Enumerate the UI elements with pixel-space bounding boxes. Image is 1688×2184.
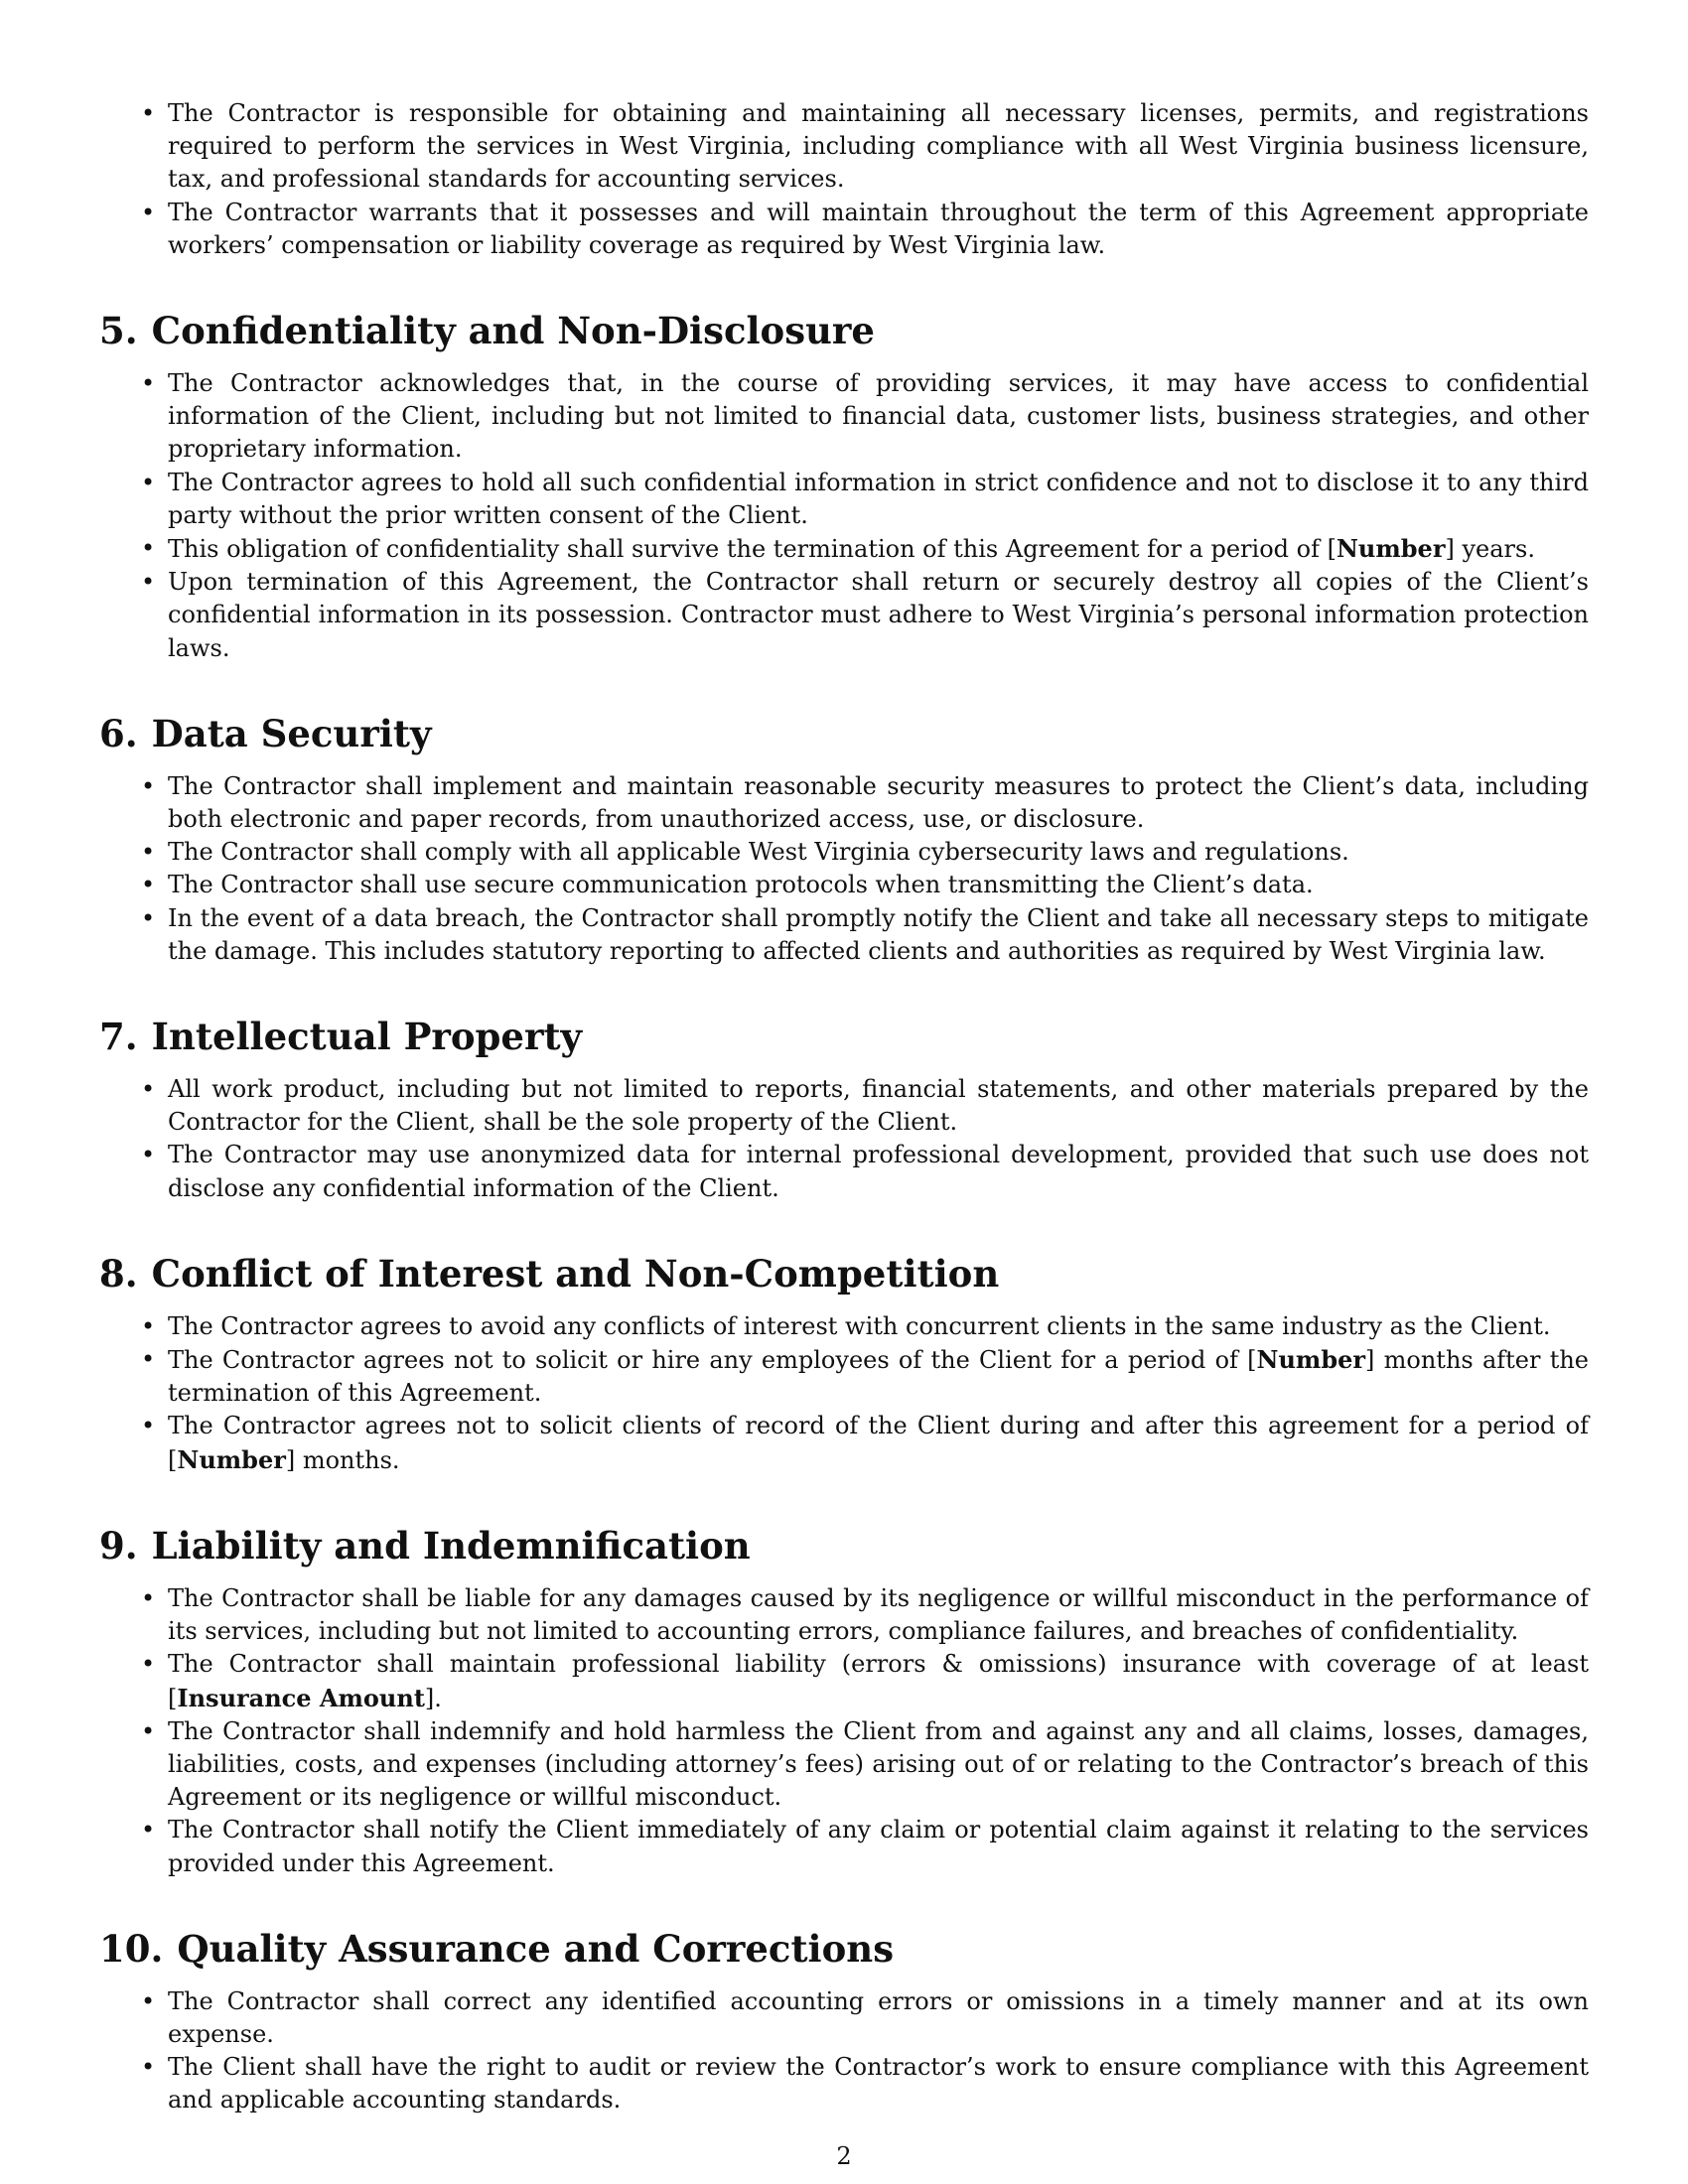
bullet-icon: • [141,903,156,932]
list-item-text: The Contractor shall correct any identified accounting errors or omissions in a timely manner and at its own expense. [168,1986,1589,2048]
section-title: Confidentiality and Non-Disclosure [151,309,875,353]
bullet-icon: • [141,871,156,899]
bullet-icon: • [141,771,156,800]
list-item-text: ] months after the termination of this Agreement. [168,1346,1589,1408]
bullet-icon: • [141,369,156,398]
list-item-text: The Contractor agrees not to solicit or hire any employees of the Client for a period of [ [168,1346,1257,1375]
list-item-text: This obligation of confidentiality shall survive the termination of this Agreement for a period of [ [168,535,1336,564]
section-heading [99,712,1589,755]
section-number: 8. [99,1251,138,1296]
list-item [99,1814,1589,1879]
list-item [99,467,1589,532]
placeholder-text: Number [177,1444,286,1474]
intro-bullet-list [99,97,1589,262]
bullet-icon: • [141,1716,156,1745]
list-item [99,566,1589,665]
bullet-icon: • [141,1583,156,1612]
section-title: Data Security [151,711,432,755]
bullet-icon: • [141,1650,156,1679]
sections-container [99,309,1589,2117]
list-item [99,367,1589,467]
list-item-text: All work product, including but not limited to reports, financial statements, and other materials prepared by the Contractor for the Client, shall be the sole property of the Client. [168,1075,1589,1137]
list-item-text: The Contractor may use anonymized data for internal professional development, provided that such use does not disclose any confidential information of the Client. [168,1141,1589,1202]
list-item-text: The Contractor shall implement and maintain reasonable security measures to protect the Client’s data, including both electronic and paper records, from unauthorized access, use, or disclosure. [168,771,1589,834]
section-title: Intellectual Property [151,1015,583,1059]
section-bullet-list [99,770,1589,968]
list-item [99,1073,1589,1139]
list-item-text: The Contractor shall maintain professional liability (errors & omissions) insurance with coverage of at least [ [168,1650,1589,1712]
section-number: 7. [99,1015,138,1059]
bullet-icon: • [141,1075,156,1104]
placeholder-text: Insurance Amount [177,1683,425,1712]
list-item-text: The Contractor acknowledges that, in the course of providing services, it may have access to confidential information of the Client, including but not limited to financial data, customer lists, business strategies, and other proprietary information. [168,369,1589,464]
list-item [99,1582,1589,1648]
section-bullet-list [99,1985,1589,2117]
bullet-icon: • [141,1311,156,1340]
list-item [99,869,1589,901]
bullet-icon: • [141,568,156,597]
bullet-icon: • [141,1141,156,1169]
list-item [99,770,1589,836]
placeholder-text: Number [1256,1345,1366,1375]
list-item [99,1985,1589,2051]
list-item-text: ]. [424,1684,442,1712]
section-bullet-list [99,367,1589,665]
section-number: 6. [99,711,138,755]
section-heading [99,1252,1589,1296]
bullet-icon: • [141,99,156,127]
list-item-text: In the event of a data breach, the Contractor shall promptly notify the Client and take all necessary steps to mitigate the damage. This includes statutory reporting to affected clients and authorities as required by West Virginia law. [168,903,1589,965]
bullet-icon: • [141,2053,156,2082]
list-item [99,1310,1589,1343]
page-number: 2 [836,2142,852,2170]
section-number: 10. [99,1926,164,1971]
bullet-icon: • [141,534,156,563]
list-item-text: The Contractor warrants that it possesses and will maintain throughout the term of this Agreement appropriate workers’ compensation or liability coverage as required by West Virginia law. [168,198,1589,259]
list-item-text: The Contractor shall notify the Client immediately of any claim or potential claim against it relating to the services provided under this Agreement. [168,1816,1589,1877]
list-item-text: The Contractor shall indemnify and hold harmless the Client from and against any and all claims, losses, damages, liabilities, costs, and expenses (including attorney’s fees) arising out of or relating to the Contractor’s breach of this Agreement or its negligence or willful misconduct. [168,1716,1589,1812]
bullet-icon: • [141,1412,156,1440]
list-item-text: The Client shall have the right to audit or review the Contractor’s work to ensure compliance with this Agreement and applicable accounting standards. [168,2053,1589,2115]
list-item [99,902,1589,968]
list-item-text: The Contractor shall be liable for any damages caused by its negligence or willful misconduct in the performance of its services, including but not limited to accounting errors, compliance failures, and breaches of confidentiality. [168,1583,1589,1646]
list-item-text: The Contractor agrees not to solicit clients of record of the Client during and after this agreement for a period of [ [168,1412,1589,1474]
list-item-text: The Contractor agrees to hold all such confidential information in strict confidence and not to disclose it to any third party without the prior written consent of the Client. [168,468,1589,529]
section-bullet-list [99,1582,1589,1880]
list-item-text: The Contractor agrees to avoid any conflicts of interest with concurrent clients in the same industry as the Client. [168,1311,1551,1340]
section-heading [99,1524,1589,1568]
list-item [99,97,1589,197]
bullet-icon: • [141,1816,156,1844]
section-number: 5. [99,309,138,353]
section-title: Conflict of Interest and Non-Competition [151,1251,1000,1296]
bullet-icon: • [141,1345,156,1374]
list-item-text: The Contractor shall comply with all applicable West Virginia cybersecurity laws and regulations. [168,838,1349,867]
list-item [99,1343,1589,1410]
section-number: 9. [99,1523,138,1568]
page-content [99,97,1589,2117]
list-item-text: ] years. [1445,535,1535,564]
list-item [99,1648,1589,1714]
placeholder-text: Number [1336,534,1446,564]
bullet-icon: • [141,468,156,496]
bullet-icon: • [141,1986,156,2015]
list-item [99,1139,1589,1204]
list-item [99,2051,1589,2116]
section-bullet-list [99,1310,1589,1477]
section-heading [99,309,1589,352]
list-item [99,532,1589,566]
list-item [99,1715,1589,1815]
list-item [99,836,1589,869]
list-item-text: The Contractor shall use secure communication protocols when transmitting the Client’s data. [168,871,1314,899]
section-bullet-list [99,1073,1589,1205]
section-heading [99,1927,1589,1971]
section-title: Liability and Indemnification [151,1523,751,1568]
list-item [99,197,1589,262]
list-item [99,1410,1589,1476]
list-item-text: Upon termination of this Agreement, the Contractor shall return or securely destroy all copies of the Client’s confidential information in its possession. Contractor must adhere to West Virginia’s personal information protection laws. [168,568,1589,662]
list-item-text: The Contractor is responsible for obtaining and maintaining all necessary licenses, permits, and registrations required to perform the services in West Virginia, including compliance with all West Virginia business licensure, tax, and professional standards for accounting services. [168,99,1589,194]
bullet-icon: • [141,838,156,867]
bullet-icon: • [141,198,156,226]
section-title: Quality Assurance and Corrections [177,1926,895,1971]
section-heading [99,1015,1589,1058]
list-item-text: ] months. [285,1445,400,1474]
